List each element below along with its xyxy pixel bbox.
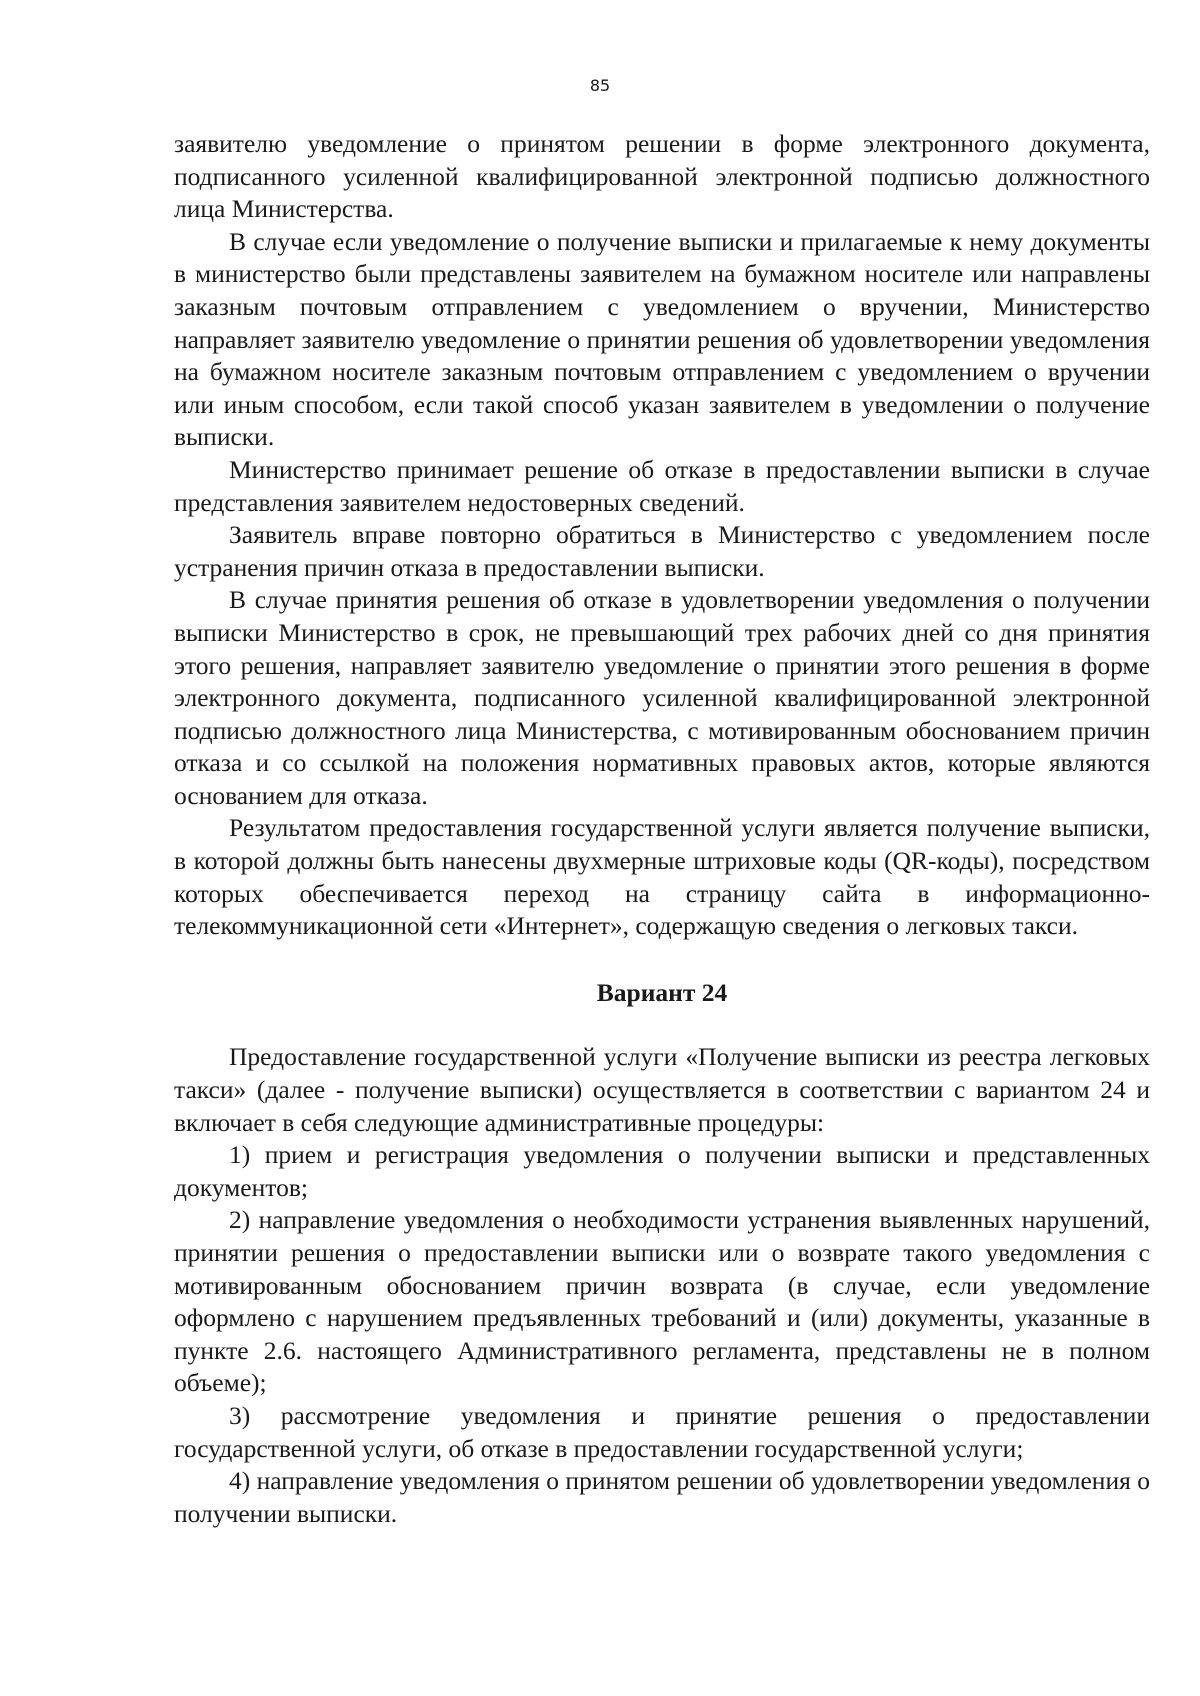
paragraph: Результатом предоставления государственной услуги является получение выписки, в которой должны быть нанесены двухмерные штриховые коды (QR-коды), посредством которых обеспечивается переход на страницу сайта в информационно-телекоммуникационной сети «Интернет», содержащую сведения о легковых такси.	[174, 813, 1150, 941]
page-number: 85	[589, 76, 611, 95]
paragraph: заявителю уведомление о принятом решении в форме электронного документа, подписанного усиленной квалифицированной электронной подписью должностного лица Министерства.	[174, 129, 1150, 224]
paragraph: В случае если уведомление о получение выписки и прилагаемые к нему документы в министерство были представлены заявителем на бумажном носителе или направлены заказным почтовым отправлением с уведомлением о вручении, Министерство направляет заявителю уведомление о принятии решения об удовлетворении уведомления на бумажном носителе заказным почтовым отправлением с уведомлением о вручении или иным способом, если такой способ указан заявителем в уведомлении о получение выписки.	[174, 226, 1150, 452]
paragraph: Предоставление государственной услуги «Получение выписки из реестра легковых такси» (далее - получение выписки) осуществляется в соответствии с вариантом 24 и включает в себя следующие административные процедуры:	[174, 1042, 1150, 1137]
document-body	[174, 128, 1150, 1530]
section-heading: Вариант 24	[596, 977, 728, 1007]
paragraph: Министерство принимает решение об отказе в предоставлении выписки в случае представления заявителем недостоверных сведений.	[174, 454, 1150, 517]
list-item: 2) направление уведомления о необходимости устранения выявленных нарушений, принятии решения о предоставлении выписки или о возврате такого уведомления с мотивированным обоснованием причин возврата (в случае, если уведомление оформлено с нарушением предъявленных требований и (или) документы, указанные в пункте 2.6. настоящего Административного регламента, представлены не в полном объеме);	[174, 1205, 1150, 1398]
list-item: 3) рассмотрение уведомления и принятие решения о предоставлении государственной услуги, об отказе в предоставлении государственной услуги;	[174, 1400, 1150, 1463]
list-item: 4) направление уведомления о принятом решении об удовлетворении уведомления о получении выписки.	[174, 1466, 1150, 1528]
paragraph: В случае принятия решения об отказе в удовлетворении уведомления о получении выписки Министерство в срок, не превышающий трех рабочих дней со дня принятия этого решения, направляет заявителю уведомление о принятии этого решения в форме электронного документа, подписанного усиленной квалифицированной электронной подписью должностного лица Министерства, с мотивированным обоснованием причин отказа и со ссылкой на положения нормативных правовых актов, которые являются основанием для отказа.	[174, 585, 1150, 810]
list-item: 1) прием и регистрация уведомления о получении выписки и представленных документов;	[174, 1140, 1150, 1202]
paragraph: Заявитель вправе повторно обратиться в Министерство с уведомлением после устранения причин отказа в предоставлении выписки.	[174, 520, 1150, 582]
